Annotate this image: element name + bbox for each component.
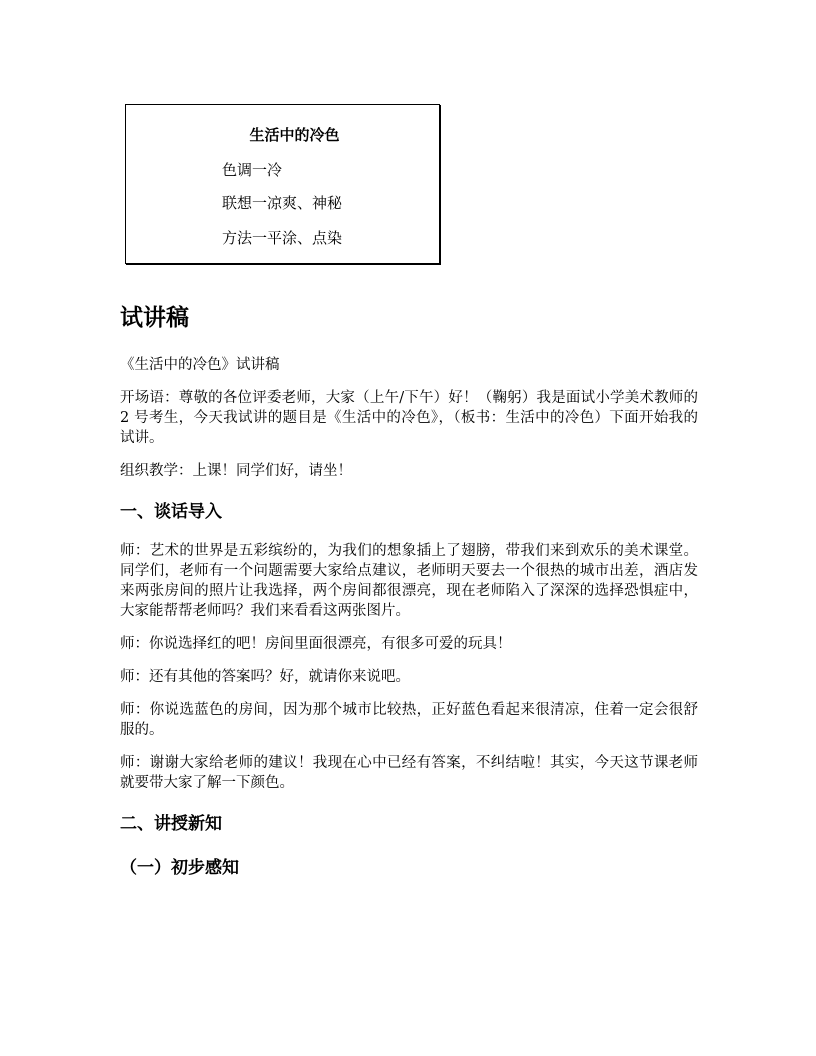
section-heading-intro: 一、谈话导入 <box>120 502 222 522</box>
dialogue-paragraph: 师：艺术的世界是五彩缤纷的，为我们的想象插上了翅膀，带我们来到欢乐的美术课堂。同学们，老师有一个问题需要大家给点建议，老师明天要去一个很热的城市出差，酒店发来两张房间的照片让我选择，两个房间都很漂亮，现在老师陷入了深深的选择恐惧症中，大家能帮帮老师吗？我们来看看这两张图片。 <box>120 543 698 619</box>
board-line-tone: 色调一冷 <box>222 161 283 179</box>
board-line-method: 方法一平涂、点染 <box>222 229 343 247</box>
document-subtitle: 《生活中的冷色》试讲稿 <box>120 357 280 373</box>
board-title: 生活中的冷色 <box>249 126 340 144</box>
dialogue-paragraph: 师：你说选择红的吧！房间里面很漂亮，有很多可爱的玩具！ <box>120 636 512 652</box>
dialogue-paragraph: 师：谢谢大家给老师的建议！我现在心中已经有答案，不纠结啦！其实，今天这节课老师就要带大家了解一下颜色。 <box>120 755 698 791</box>
opening-paragraph: 开场语：尊敬的各位评委老师，大家（上午/下午）好！（鞠躬）我是面试小学美术教师的 2 号考生，今天我试讲的题目是《生活中的冷色》，（板书：生活中的冷色）下面开始我的试讲。 <box>120 390 698 446</box>
dialogue-paragraph: 师：还有其他的答案吗？好，就请你来说吧。 <box>120 669 410 685</box>
board-line-association: 联想一凉爽、神秘 <box>222 194 343 212</box>
document-body <box>120 300 698 881</box>
page-title: 试讲稿 <box>120 305 189 331</box>
blackboard-summary-box <box>125 104 440 264</box>
organize-paragraph: 组织教学：上课！同学们好，请坐！ <box>120 463 352 479</box>
subsection-heading-initial-perception: （一）初步感知 <box>120 858 239 878</box>
section-heading-new-knowledge: 二、讲授新知 <box>120 814 222 834</box>
dialogue-paragraph: 师：你说选蓝色的房间，因为那个城市比较热，正好蓝色看起来很清凉，住着一定会很舒服的。 <box>120 702 698 738</box>
